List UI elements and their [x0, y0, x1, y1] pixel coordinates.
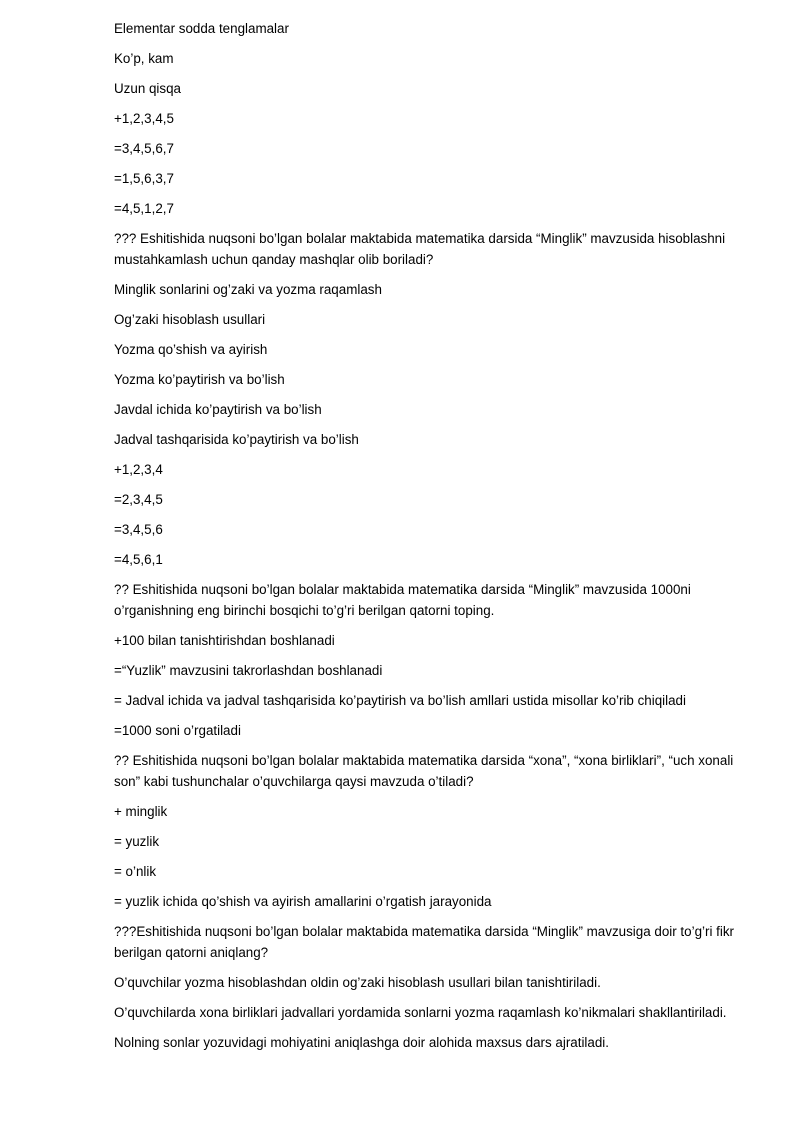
paragraph: Yozma ko’paytirish va bo’lish	[114, 372, 285, 387]
paragraph: Og’zaki hisoblash usullari	[114, 312, 266, 327]
answer-option: =1000 soni o’rgatiladi	[114, 723, 241, 738]
answer-option: = yuzlik	[114, 834, 160, 849]
answer-option: =1,5,6,3,7	[114, 171, 174, 186]
paragraph: Javdal ichida ko’paytirish va bo’lish	[114, 402, 322, 417]
answer-option: =4,5,6,1	[114, 552, 163, 567]
paragraph: Uzun qisqa	[114, 81, 181, 96]
paragraph: O’quvchilarda xona birliklari jadvallari yordamida sonlarni yozma raqamlash ko’nikmalari shakllantiriladi.	[114, 1005, 727, 1020]
paragraph-heading: Elementar sodda tenglamalar	[114, 21, 289, 36]
answer-option: =3,4,5,6,7	[114, 141, 174, 156]
answer-option: =2,3,4,5	[114, 492, 163, 507]
answer-option: + minglik	[114, 804, 168, 819]
paragraph: Ko’p, kam	[114, 51, 174, 66]
paragraph: O’quvchilar yozma hisoblashdan oldin og’zaki hisoblash usullari bilan tanishtiriladi.	[114, 975, 601, 990]
answer-option: = yuzlik ichida qo’shish va ayirish amallarini o’rgatish jarayonida	[114, 894, 492, 909]
answer-option: = Jadval ichida va jadval tashqarisida ko’paytirish va bo’lish amllari ustida misollar ko’rib chiqiladi	[114, 693, 686, 708]
question: ??? Eshitishida nuqsoni bo’lgan bolalar maktabida matematika darsida “Minglik” mavzusida hisoblashni mustahkamlash uchun qanday mashqlar olib boriladi?	[114, 231, 726, 267]
answer-option: +1,2,3,4	[114, 462, 163, 477]
answer-option: +1,2,3,4,5	[114, 111, 174, 126]
paragraph: Nolning sonlar yozuvidagi mohiyatini aniqlashga doir alohida maxsus dars ajratiladi.	[114, 1035, 609, 1050]
paragraph: Minglik sonlarini og’zaki va yozma raqamlash	[114, 282, 382, 297]
answer-option: = o’nlik	[114, 864, 157, 879]
answer-option: =4,5,1,2,7	[114, 201, 174, 216]
question: ???Eshitishida nuqsoni bo’lgan bolalar maktabida matematika darsida “Minglik” mavzusiga doir to’g’ri fikr berilgan qatorni aniqlang?	[114, 924, 734, 960]
answer-option: =“Yuzlik” mavzusini takrorlashdan boshlanadi	[114, 663, 383, 678]
answer-option: +100 bilan tanishtirishdan boshlanadi	[114, 633, 335, 648]
paragraph: Jadval tashqarisida ko’paytirish va bo’lish	[114, 432, 359, 447]
question: ?? Eshitishida nuqsoni bo’lgan bolalar maktabida matematika darsida “Minglik” mavzusida 1000ni o’rganishning eng birinchi bosqichi to’g’ri berilgan qatorni toping.	[114, 582, 691, 618]
question: ?? Eshitishida nuqsoni bo’lgan bolalar maktabida matematika darsida “xona”, “xona birliklari”, “uch xonali son” kabi tushunchalar o’quvchilarga qaysi mavzuda o’tiladi?	[114, 753, 734, 789]
answer-option: =3,4,5,6	[114, 522, 163, 537]
paragraph: Yozma qo’shish va ayirish	[114, 342, 268, 357]
document-page	[114, 18, 754, 1062]
